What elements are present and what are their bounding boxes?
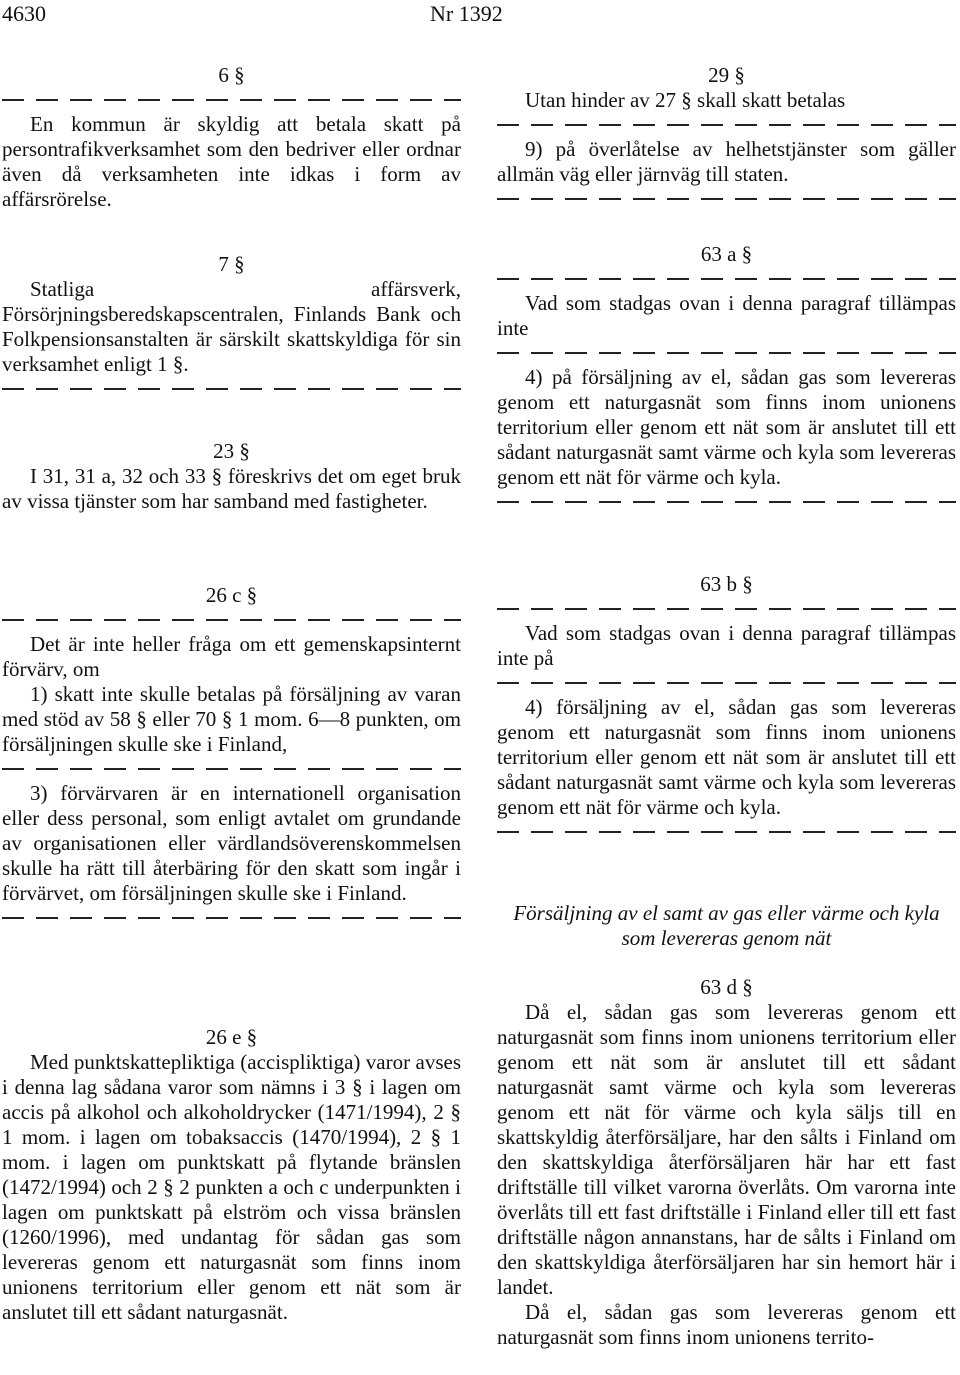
- heading-text: Försäljning av el samt av gas eller värme och kyla som levereras genom nät: [513, 901, 940, 950]
- section-title: 29 §: [708, 63, 745, 87]
- paragraph: 1) skatt inte skulle betalas på försäljning av varan med stöd av 58 § eller 70 § 1 mom. 6—8 punkten, om försäljningen skulle ske i Finland,: [2, 682, 461, 756]
- paragraph: 3) förvärvaren är en internationell organisation eller dess personal, som enligt avtalet om grundande av organisationen eller värdlandsöverenskommelsen skulle ha rätt till återbäring för den skatt som ingår i förvärvet, om försäljningen skulle ske i Finland.: [2, 781, 461, 905]
- section-title: 6 §: [218, 63, 245, 87]
- page-header: [0, 0, 960, 34]
- omission-dashes: [497, 198, 956, 200]
- section-title: 63 d §: [700, 975, 753, 999]
- omission-dashes: [2, 619, 461, 621]
- section-title: 7 §: [218, 252, 245, 276]
- section-26e: [2, 1025, 461, 1325]
- section-text: Statliga affärsverk, Försörjningsberedskapscentralen, Finlands Bank och Folkpensionsanstalten är särskilt skattskyldiga för sin verksamhet enligt 1 §.: [2, 277, 461, 376]
- omission-dashes: [497, 124, 956, 126]
- section-7: [2, 252, 461, 401]
- section-6: [2, 63, 461, 212]
- section-title: 26 e §: [205, 1025, 258, 1049]
- omission-dashes: [2, 388, 461, 390]
- section-text: En kommun är skyldig att betala skatt på persontrafikverksamhet som den bedriver eller ordnar även då verksamheten inte idkas i form av affärsrörelse.: [2, 112, 461, 211]
- paragraph: Utan hinder av 27 § skall skatt betalas: [525, 88, 846, 112]
- paragraph: Då el, sådan gas som levereras genom ett naturgasnät som finns inom unionens territo-: [497, 1300, 956, 1349]
- section-title: 63 a §: [700, 242, 753, 266]
- omission-dashes: [497, 831, 956, 833]
- paragraph: Vad som stadgas ovan i denna paragraf tillämpas inte på: [497, 621, 956, 670]
- omission-dashes: [2, 768, 461, 770]
- omission-dashes: [497, 682, 956, 684]
- paragraph: Då el, sådan gas som levereras genom ett naturgasnät som finns inom unionens territorium eller genom ett nät som är anslutet till ett sådant naturgasnät samt värme och kyla som levereras genom ett nät för värme och kyla säljs till en skattskyldig återförsäljare, har den sålts i Finland om den skattskyldiga återförsäljaren här har ett fast driftställe till vilket varorna överlåts. Om varorna inte överlåts till ett fast driftställe i Finland eller till ett fast driftställe någon annanstans, har de sålts i Finland om den skattskyldiga återförsäljaren har sin hemort här i landet.: [497, 1000, 956, 1299]
- section-title: 23 §: [213, 439, 250, 463]
- omission-dashes: [2, 99, 461, 101]
- omission-dashes: [497, 352, 956, 354]
- paragraph: Vad som stadgas ovan i denna paragraf tillämpas inte: [497, 291, 956, 340]
- section-26c: [2, 583, 461, 930]
- omission-dashes: [497, 501, 956, 503]
- omission-dashes: [2, 917, 461, 919]
- omission-dashes: [497, 608, 956, 610]
- paragraph: 4) på försäljning av el, sådan gas som levereras genom ett naturgasnät som finns inom unionens territorium eller genom ett nät som är anslutet till ett sådant naturgasnät samt värme och kyla som levereras genom ett nät för värme och kyla.: [497, 365, 956, 489]
- section-29: [497, 63, 956, 211]
- gazette-number: Nr 1392: [430, 1, 503, 26]
- section-63d: [497, 975, 956, 1350]
- paragraph: 9) på överlåtelse av helhetstjänster som gäller allmän väg eller järnväg till staten.: [497, 137, 956, 186]
- paragraph: 4) försäljning av el, sådan gas som levereras genom ett naturgasnät som finns inom unionens territorium eller genom ett nät som är anslutet till ett sådant naturgasnät samt värme och kyla som levereras genom ett nät för värme och kyla.: [497, 695, 956, 819]
- section-23: [2, 439, 461, 514]
- section-text: I 31, 31 a, 32 och 33 § föreskrivs det om eget bruk av vissa tjänster som har samband med fastigheter.: [2, 464, 461, 513]
- section-63a: [497, 242, 956, 514]
- paragraph: Det är inte heller fråga om ett gemenskapsinternt förvärv, om: [2, 632, 461, 681]
- section-63b: [497, 572, 956, 844]
- section-title: 63 b §: [700, 572, 753, 596]
- section-text: Med punktskattepliktiga (accispliktiga) varor avses i denna lag sådana varor som nämns i 3 § i lagen om accis på alkohol och alkoholdrycker (1471/1994), 2 § 1 mom. i lagen om tobaksaccis (1470/1994), 2 § 1 mom. i lagen om punktskatt på flytande bränslen (1472/1994) och 2 § 2 punkten a och c underpunkten i lagen om punktskatt på elström och vissa bränslen (1260/1996), med undantag för sådan gas som levereras genom ett naturgasnät som finns inom unionens territorium eller genom ett nät som är anslutet till ett sådant naturgasnät.: [2, 1050, 461, 1324]
- omission-dashes: [497, 278, 956, 280]
- page-number: 4630: [2, 1, 46, 26]
- chapter-heading: [497, 901, 956, 951]
- section-title: 26 c §: [205, 583, 258, 607]
